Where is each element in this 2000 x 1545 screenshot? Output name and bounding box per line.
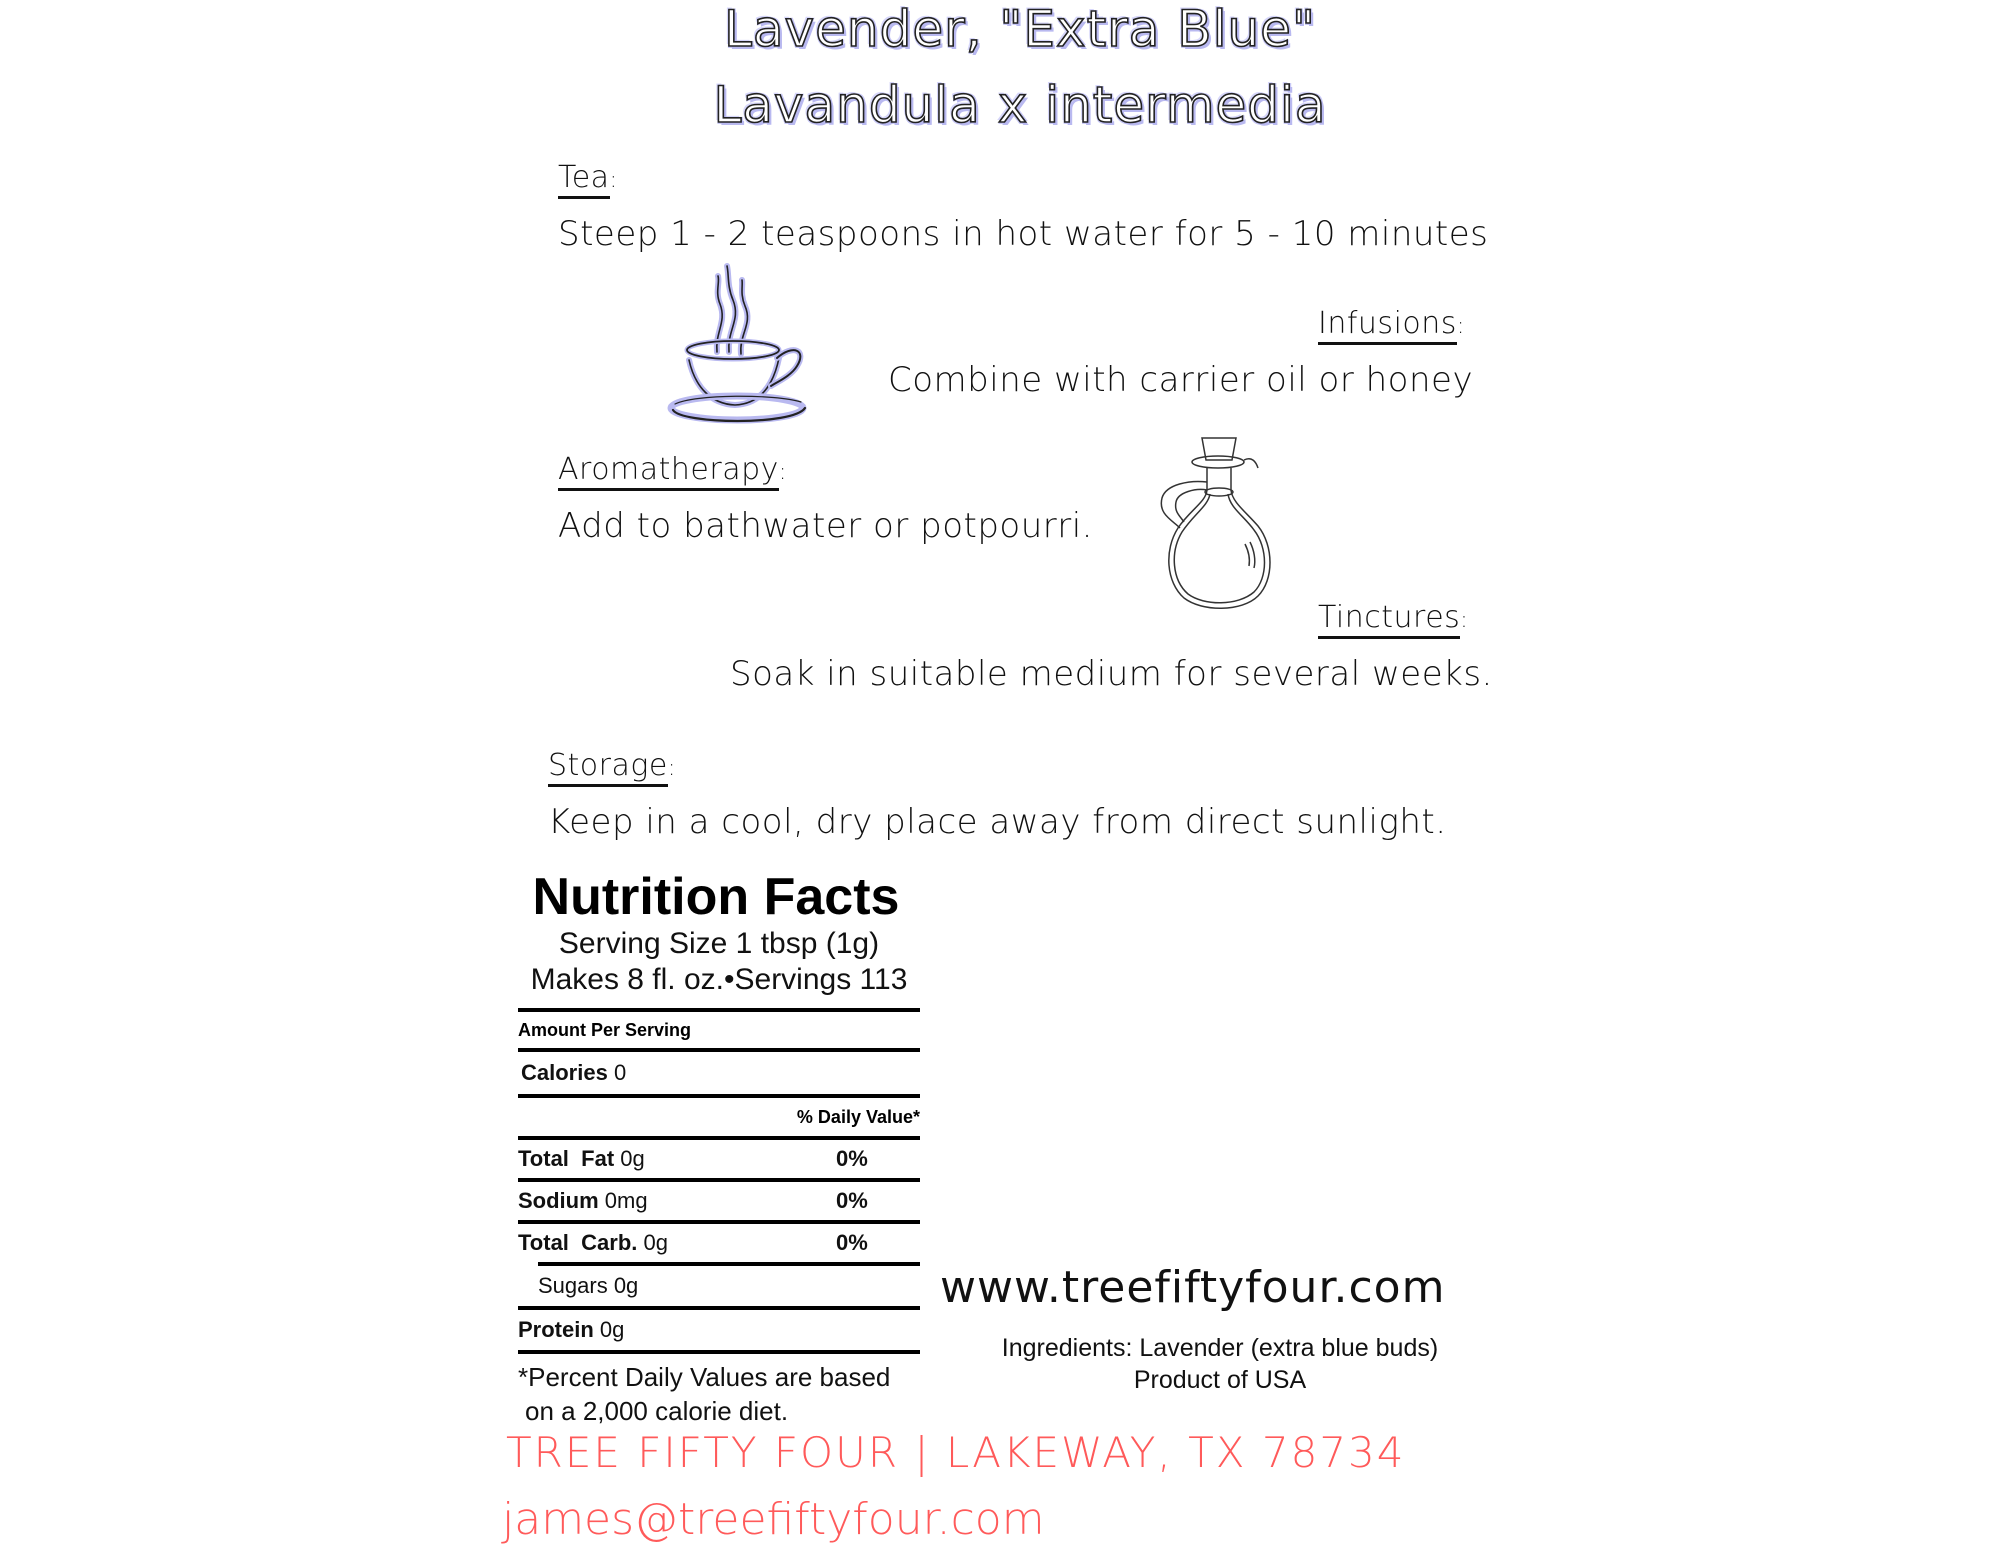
footnote-line-1: *Percent Daily Values are based (518, 1362, 891, 1392)
tinctures-heading-label: Tinctures (1318, 600, 1460, 639)
nutrient-daily-value: 0% (836, 1146, 868, 1171)
tea-heading: Tea: (558, 160, 618, 199)
storage-instructions: Keep in a cool, dry place away from direct sunlight. (548, 802, 1447, 842)
origin-text: Product of USA (1133, 1366, 1307, 1394)
nutrition-facts-title: Nutrition Facts (532, 868, 900, 926)
tea-heading-label: Tea (558, 160, 610, 199)
calories-label: Calories (521, 1060, 608, 1085)
calories-row (518, 1052, 920, 1094)
daily-value-footnote (518, 1360, 920, 1428)
divider (518, 1350, 920, 1354)
aromatherapy-heading: Aromatherapy: (558, 452, 787, 491)
infusions-heading: Infusions: (1318, 306, 1465, 345)
nutrient-label: Total Carb. (518, 1230, 638, 1255)
daily-value-header: % Daily Value* (796, 1106, 920, 1127)
ingredients-text: Ingredients: Lavender (extra blue buds) (1001, 1334, 1439, 1362)
tinctures-heading: Tinctures: (1318, 600, 1468, 639)
nutrient-row-total-carb (518, 1224, 920, 1262)
amount-per-serving: Amount Per Serving (518, 1019, 692, 1040)
footnote-line-2: on a 2,000 calorie diet. (525, 1396, 789, 1426)
storage-heading: Storage: (548, 748, 676, 787)
oil-bottle-icon (1150, 432, 1290, 617)
aromatherapy-heading-label: Aromatherapy (558, 452, 779, 491)
company-address: TREE FIFTY FOUR | LAKEWAY, TX 78734 (506, 1428, 1406, 1477)
nutrient-row-total-fat (518, 1140, 920, 1178)
nutrition-facts-panel (518, 868, 920, 1428)
protein-label: Protein (518, 1317, 594, 1342)
tea-instructions: Steep 1 - 2 teaspoons in hot water for 5 - 10 minutes (558, 214, 1489, 254)
serving-size: Serving Size 1 tbsp (1g) (558, 927, 880, 960)
infusions-heading-label: Infusions (1318, 306, 1457, 345)
nutrient-daily-value: 0% (836, 1188, 868, 1213)
nutrient-row-sugars: Sugars 0g (538, 1273, 639, 1298)
nutrient-amount: 0g (643, 1230, 668, 1255)
nutrient-daily-value: 0% (836, 1230, 868, 1255)
nutrient-label: Total Fat (518, 1146, 615, 1171)
tea-cup-icon (665, 262, 835, 432)
tinctures-instructions: Soak in suitable medium for several weeks. (730, 654, 1493, 694)
website-link[interactable]: www.treefiftyfour.com (940, 1262, 1446, 1313)
infusions-instructions: Combine with carrier oil or honey (888, 360, 1474, 400)
nutrient-row-protein (518, 1310, 920, 1350)
nutrient-label: Sodium (518, 1188, 599, 1213)
servings-per-container: Makes 8 fl. oz.•Servings 113 (530, 963, 908, 996)
calories-value: 0 (613, 1060, 627, 1085)
protein-value: 0g (599, 1317, 625, 1342)
contact-email[interactable]: james@treefiftyfour.com (502, 1494, 1045, 1545)
nutrient-amount: 0mg (604, 1188, 648, 1213)
product-title: Lavender, "Extra Blue" (724, 0, 1316, 58)
nutrient-row-sodium (518, 1182, 920, 1220)
storage-heading-label: Storage (548, 748, 668, 787)
nutrient-amount: 0g (620, 1146, 645, 1171)
botanical-name: Lavandula x intermedia (713, 76, 1327, 134)
aromatherapy-instructions: Add to bathwater or potpourri. (558, 506, 1093, 546)
